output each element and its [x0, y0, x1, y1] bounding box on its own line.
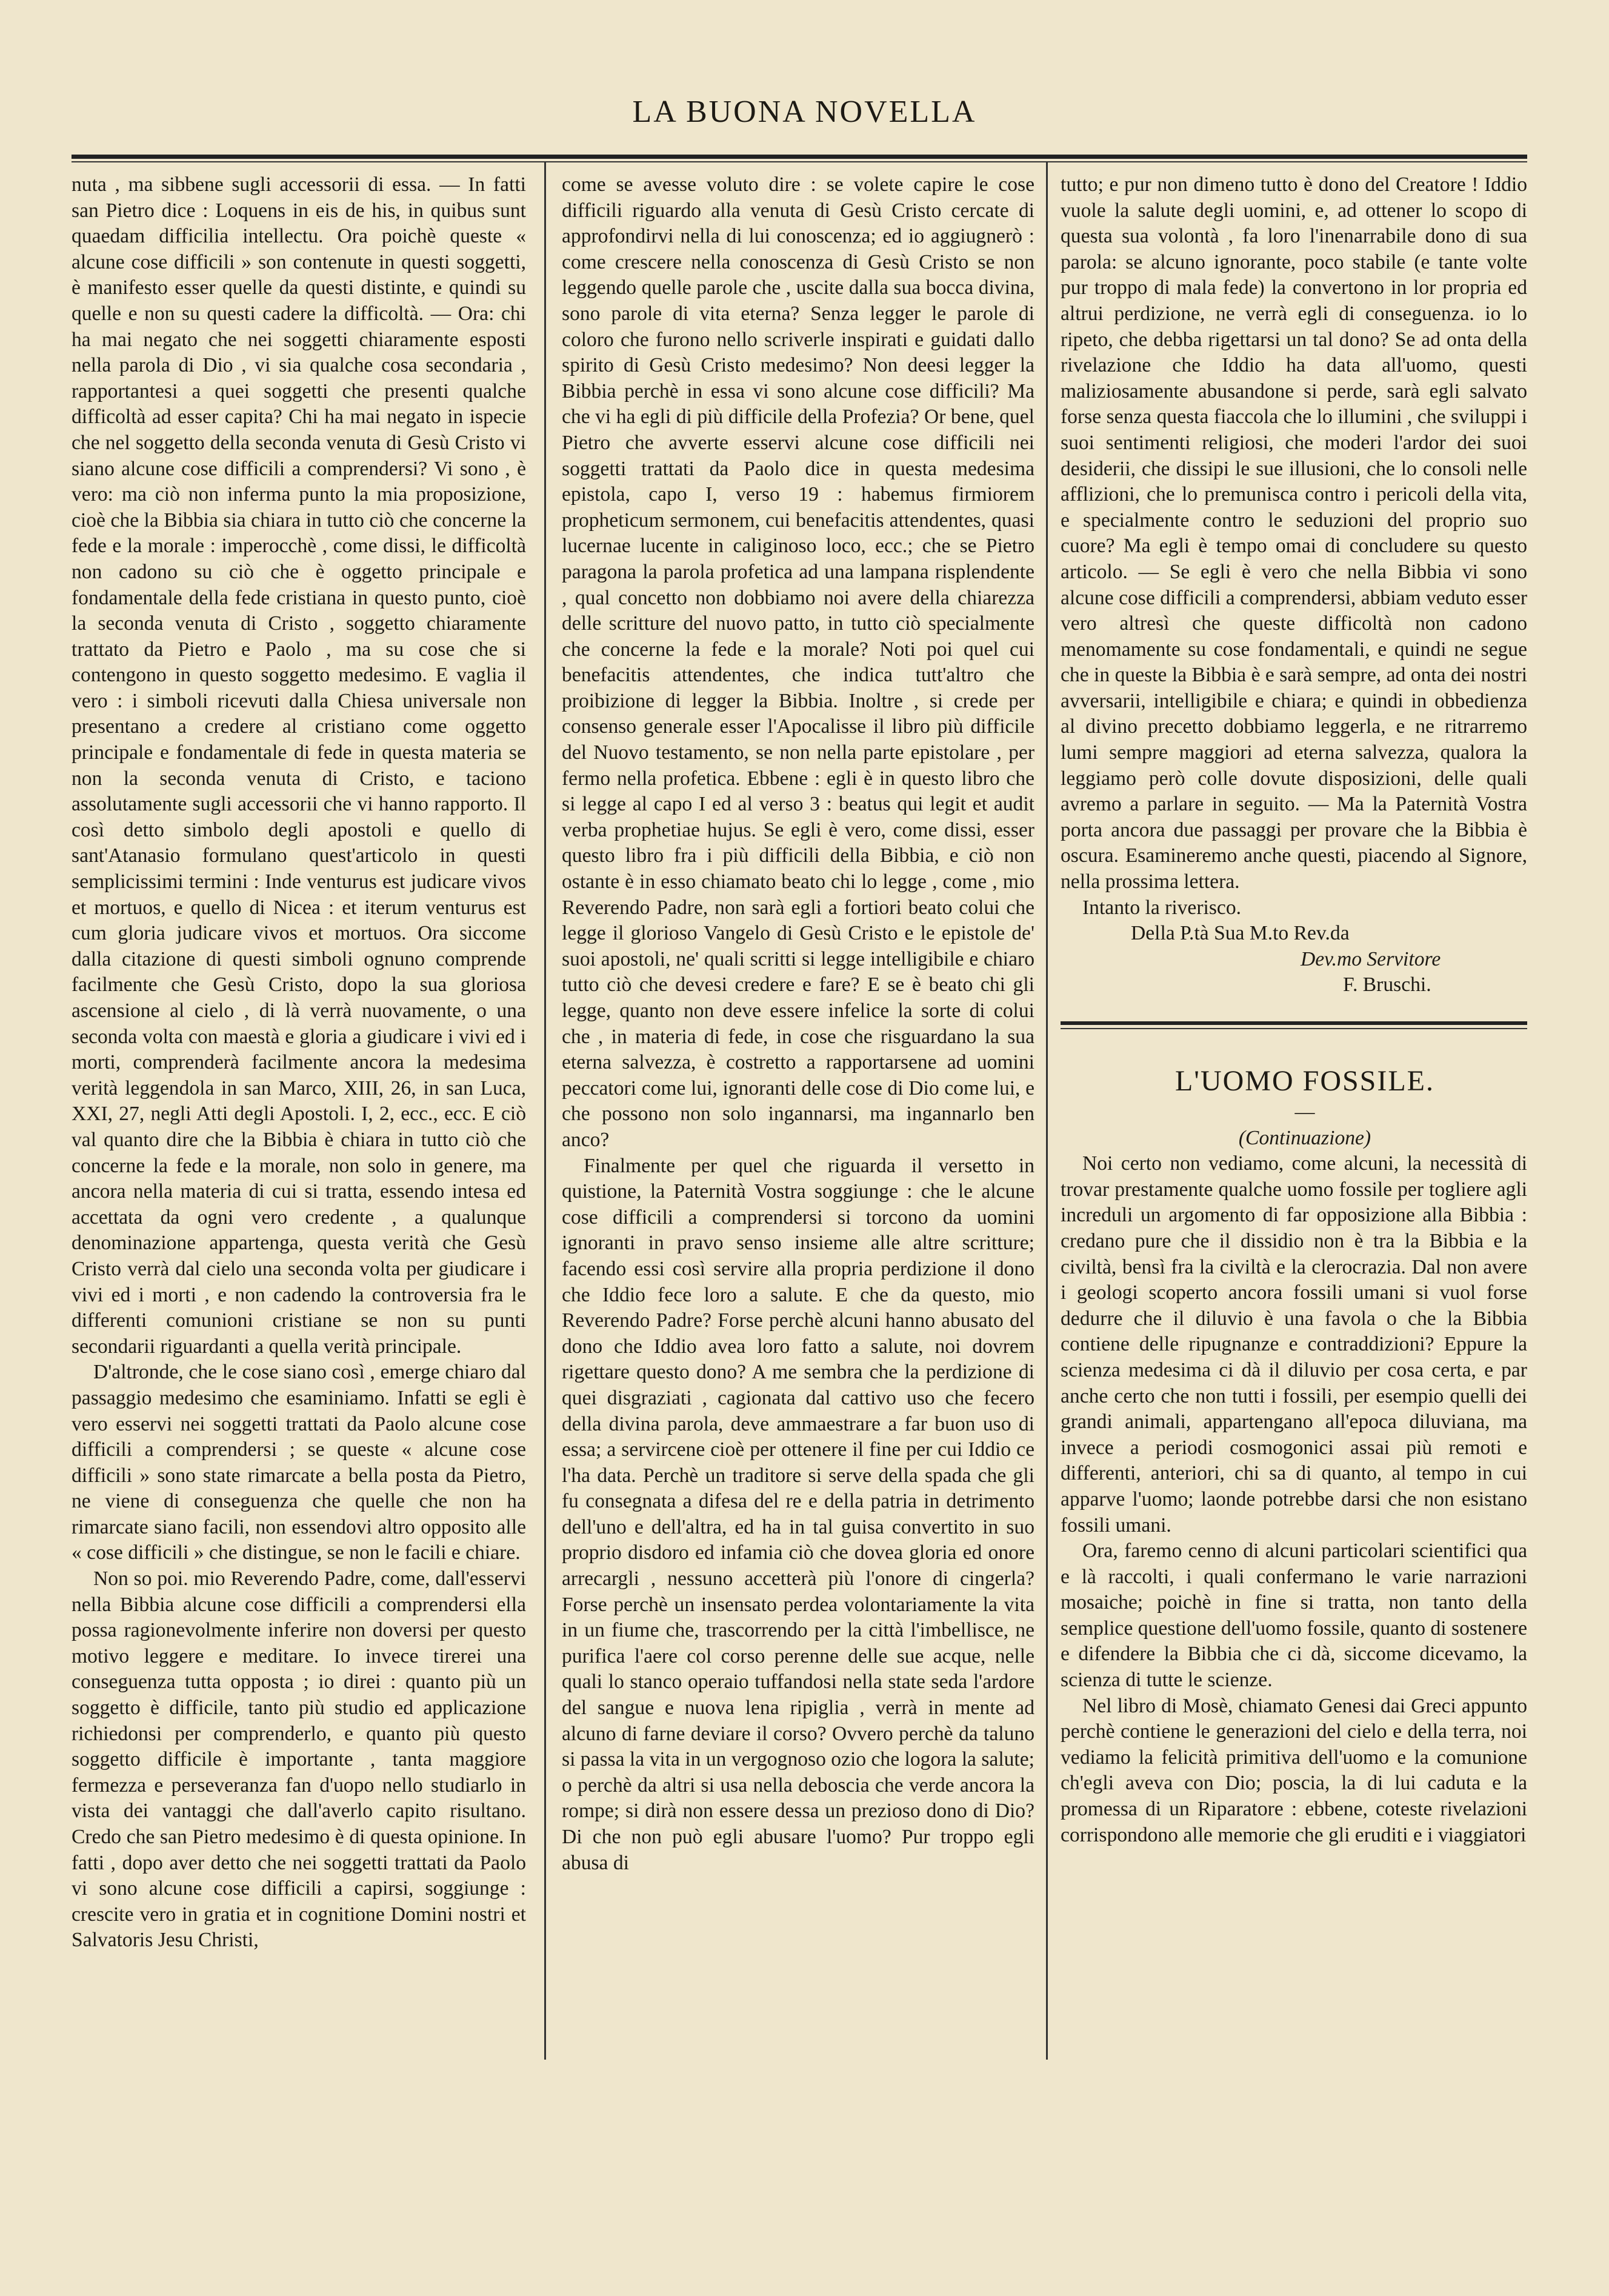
paragraph: Non so poi. mio Reverendo Padre, come, dall'esservi nella Bibbia alcune cose difficili a comprendersi ella possa ragionevolmente inferire non doversi per questo motivo leggere e meditare. Io invece tirerei una conseguenza tutta opposta ; io direi : quanto più un soggetto è difficile, tanto più studio ed applicazione richiedonsi per comprenderlo, e quanto più questo soggetto difficile è importante , tanta maggiore fermezza e perseveranza fan d'uopo nello studiarlo in vista dei vantaggi che dall'averlo capito risultano. Credo che san Pietro medesimo è di questa opinione. In fatti , dopo aver detto che nei soggetti trattati da Paolo vi sono alcune cose difficili a capirsi, soggiunge : crescite vero in gratia et in cognitione Domini nostri et Salvatoris Jesu Christi,	[72, 1567, 526, 1952]
paragraph: D'altronde, che le cose siano così , emerge chiaro dal passaggio medesimo che esaminiamo. Infatti se egli è vero esservi nei soggetti trattati da Paolo alcune cose difficili a comprendersi ; se queste « alcune cose difficili » sono state rimarcate a bella posta da Pietro, ne viene di conseguenza che quelle che non ha rimarcate siano facili, non essendovi altro opposito alle « cose difficili » che distingue, se non le facili e chiare.	[72, 1361, 526, 1564]
paragraph: Ora, faremo cenno di alcuni particolari scientifici qua e là raccolti, i quali confermano le varie narrazioni mosaiche; poichè in fine si tratta, non tanto della semplice questione dell'uomo fossile, quanto di sostenere e difendere la Bibbia che ci dà, siccome dicevamo, la scienza di tutte le scienze.	[1061, 1540, 1527, 1692]
paragraph: come se avesse voluto dire : se volete capire le cose difficili riguardo alla venuta di Gesù Cristo cercate di approfondirvi nella di lui conoscenza; ed io aggiugnerò : come crescere nella conoscenza di Gesù Cristo se non leggendo quelle parole che , uscite dalla sua bocca divina, sono parole di vita eterna? Senza legger le parole di coloro che furono nello scriverle inspirati e guidati dallo spirito di Gesù Cristo medesimo? Non deesi legger la Bibbia perchè in essa vi sono alcune cose difficili? Ma che vi ha egli di più difficile della Profezia? Or bene, quel Pietro che avverte esservi alcune cose difficili nei soggetti trattati da Paolo dice in questa medesima epistola, capo I, verso 19 : habemus firmiorem propheticum sermonem, cui benefacitis attendentes, quasi lucernae lucente in caliginoso loco, ecc.; che se Pietro paragona la parola profetica ad una lampana risplendente , qual concetto non dobbiamo noi avere della chiarezza delle scritture del nuovo patto, in tutto ciò specialmente che concerne la fede e la morale? Noti poi quel cui benefacitis attendentes, che indica tutt'altro che proibizione di legger la Bibbia. Inoltre , si crede per consenso generale esser l'Apocalisse il libro più difficile del Nuovo testamento, se non nella parte epistolare , per fermo nella profetica. Ebbene : egli è in questo libro che si legge al capo I ed al verso 3 : beatus qui legit et audit verba prophetiae hujus. Se egli è vero, come dissi, esser questo libro fra i più difficili della Bibbia, e ciò non ostante è in esso chiamato beato chi lo legge , come , mio Reverendo Padre, non sarà egli a fortiori beato colui che legge il glorioso Vangelo di Gesù Cristo e le epistole de' suoi apostoli, ne' quali scritti si legge intelligibile e chiaro tutto ciò che devesi credere e fare? E se è beato chi gli legge, quanto non deve essere infelice la sorte di colui che , in materia di fede, in cose che risguardano la sua eterna salvezza, è costretto a rapportarsene ad uomini peccatori come lui, ignoranti delle cose di Dio come lui, e che possono non solo ingannarsi, ma ingannarlo ben anco?	[562, 173, 1034, 1151]
paragraph: Finalmente per quel che riguarda il versetto in quistione, la Paternità Vostra soggiunge : che le alcune cose difficili a comprendersi si torcono da uomini ignoranti in pravo senso insieme alle altre scritture; facendo essi così servire alla propria perdizione il dono che Iddio fece loro a salute. E che da questo, mio Reverendo Padre? Forse perchè alcuni hanno abusato del dono che Iddio avea loro fatto a salute, noi dovrem rigettare questo dono? A me sembra che la perdizione di quei disgraziati , cagionata dal cattivo uso che fecero della divina parola, deve ammaestrare a far buon uso di essa; a servircene cioè per ottenere il fine per cui Iddio ce l'ha data. Perchè un traditore si serve della spada che gli fu consegnata a difesa del re e della patria in detrimento dell'uno e dell'altra, ed ha in tal guisa convertito in suo proprio disdoro ed infamia ciò che dovea gloria ed onore arrecargli , nessuno accetterà più l'onore di cingerla? Forse perchè un insensato perdea volontariamente la vita in un fiume che, trascorrendo per la città l'imbellisce, ne purifica l'aere col corso perenne delle sue acque, nelle quali lo stanco operaio tuffandosi nella state seda l'ardore del sangue e nuova lena ripiglia , verrà in mente ad alcuno di farne deviare il corso? Ovvero perchè da taluno si passa la vita in un vergognoso ozio che logora la salute; o perchè da altri si usa nella deboscia che verde ancora la rompe; si dirà non essere dessa un prezioso dono di Dio? Di che non può egli abusare l'uomo? Pur troppo egli abusa di	[562, 1154, 1034, 1874]
column-2	[562, 172, 1034, 2040]
signature-title: Dev.mo Servitore	[1301, 947, 1441, 970]
article-divider	[1061, 1021, 1527, 1025]
paragraph: tutto; e pur non dimeno tutto è dono del Creatore ! Iddio vuole la salute degli uomini, e, ad ottener lo scopo di questa sua volontà , fa loro l'inenarrabile dono di sua parola: se alcuno ignorante, poco stabile (e tante volte pur troppo di mala fede) la convertono in lor propria ed altrui perdizione, ne verrà egli di conseguenza. io lo ripeto, che debba rigettarsi un tal dono? Se ad onta della rivelazione che Iddio ha data all'uomo, questi maliziosamente abusandone si perde, sarà egli salvato forse senza questa fiaccola che lo illumini , che sviluppi i suoi sentimenti religiosi, che moderi l'ardor dei suoi desiderii, che dissipi le sue illusioni, che lo consoli nelle afflizioni, che lo premunisca contro i pericoli della vita, e specialmente contro le seduzioni del proprio suo cuore? Ma egli è tempo omai di concludere su questo articolo. — Se egli è vero che nella Bibbia vi sono alcune cose difficili a comprendersi, abbiam veduto esser vero altresì che queste difficoltà non cadono menomamente su cose fondamentali, e quindi ne segue che in queste la Bibbia è e sarà sempre, ad onta dei nostri avversarii, intelligibile e chiara; e quindi in obbedienza al divino precetto dobbiamo leggerla, e ne ritrarremo lumi sempre maggiori ad eterna salvezza, qualora la leggiamo però colle dovute disposizioni, delle quali avremo a parlare in seguito. — Ma la Paternità Vostra porta ancora due passaggi per provare che la Bibbia è oscura. Esamineremo anche questi, piacendo al Signore, nella prossima lettera.	[1061, 173, 1527, 893]
article-subtitle: (Continuazione)	[1238, 1126, 1371, 1149]
header-rule	[72, 155, 1527, 159]
column-3	[1061, 172, 1527, 2040]
signature-salutation: Della P.tà Sua M.to Rev.da	[1131, 922, 1350, 945]
paragraph: Nel libro di Mosè, chiamato Genesi dai Greci appunto perchè contiene le generazioni del cielo e della terra, noi vediamo la felicità primitiva dell'uomo e la comunione ch'egli aveva con Dio; poscia, la di lui caduta e la promessa di un Riparatore : ebbene, coteste rivelazioni corrispondono alle memorie che gli eruditi e i viaggiatori	[1061, 1694, 1527, 1846]
header-rule-thin	[72, 161, 1527, 162]
column-divider	[544, 162, 546, 2060]
signature-name: F. Bruschi.	[1343, 973, 1431, 996]
article-title: L'UOMO FOSSILE.	[1174, 1065, 1434, 1097]
masthead: LA BUONA NOVELLA	[632, 95, 977, 129]
article-divider-thin	[1061, 1028, 1527, 1029]
paragraph: Intanto la riverisco.	[1082, 896, 1242, 919]
column-divider	[1046, 162, 1048, 2060]
title-dash: —	[1294, 1101, 1315, 1123]
paragraph: nuta , ma sibbene sugli accessorii di essa. — In fatti san Pietro dice : Loquens in eis de his, in quibus sunt quaedam difficilia intellectu. Ora poichè queste « alcune cose difficili » son contenute in questi soggetti, è manifesto esser quelle da questi distinte, e quindi su quelle e non su questi cadere la difficoltà. — Ora: chi ha mai negato che nei soggetti chiaramente esposti nella parola di Dio , vi sia qualche cosa secondaria , rapportantesi a quei soggetti che presenti qualche difficoltà ad esser capita? Chi ha mai negato in ispecie che nel soggetto della seconda venuta di Gesù Cristo vi siano alcune cose difficili a comprendersi? Vi sono , è vero: ma ciò non inferma punto la mia proposizione, cioè che la Bibbia sia chiara in tutto ciò che concerne la fede e la morale : imperocchè , come dissi, le difficoltà non cadono su ciò che è oggetto principale e fondamentale della fede cristiana in questo punto, cioè la seconda venuta di Cristo , soggetto chiaramente trattato da Pietro e Paolo , ma su cose che si contengono in questo soggetto medesimo. E vaglia il vero : i simboli ricevuti dalla Chiesa universale non presentano a credere al cristiano come oggetto principale e fondamentale di fede in questa materia se non la seconda venuta di Cristo, e taciono assolutamente sugli accessorii che vi hanno rapporto. Il così detto simbolo degli apostoli e quello di sant'Atanasio formulano quest'articolo in questi semplicissimi termini : Inde venturus est judicare vivos et mortuos, e quello di Nicea : et iterum venturus est cum gloria judicare vivos et mortuos. Ora siccome dalla citazione di questi simboli ognuno comprende facilmente che Gesù Cristo, dopo la sua gloriosa ascensione al cielo , di là verrà nuovamente, o una seconda volta con maestà e gloria a giudicare i vivi ed i morti, comprenderà facilmente ancora la medesima verità leggendola in san Marco, XIII, 26, in san Luca, XXI, 27, negli Atti degli Apostoli. I, 2, ecc., ecc. E ciò val quanto dire che la Bibbia è chiara in tutto ciò che concerne la fede e la morale, non solo in genere, ma ancora nella materia di cui si tratta, essendo intesa ed accettata da ogni vero credente , a qualunque denominazione appartenga, questa verità che Gesù Cristo verrà dal cielo una seconda volta per giudicare i vivi ed i morti , e non cadendo la controversia fra le differenti comunioni cristiane se non su punti secondarii riguardanti a quella verità principale.	[72, 173, 526, 1358]
column-1	[72, 172, 526, 2040]
paragraph: Noi certo non vediamo, come alcuni, la necessità di trovar prestamente qualche uomo fossile per togliere agli increduli un argomento di far opposizione alla Bibbia : credano pure che il dissidio non è tra la Bibbia e la civiltà, bensì fra la civiltà e la clerocrazia. Dal non avere i geologi scoperto ancora fossili umani si vuol forse dedurre che il diluvio è una favola o che la Bibbia contiene delle ripugnanze e contraddizioni? Eppure la scienza medesima ci dà il diluvio per cosa certa, e par anche certo che non tutti i fossili, per esempio quelli dei grandi animali, appartengano all'epoca diluviana, ma invece a periodi cosmogonici assai più remoti e differenti, anteriori, chi sa di quanto, al tempo in cui apparve l'uomo; laonde potrebbe darsi che non esistano fossili umani.	[1061, 1152, 1527, 1537]
